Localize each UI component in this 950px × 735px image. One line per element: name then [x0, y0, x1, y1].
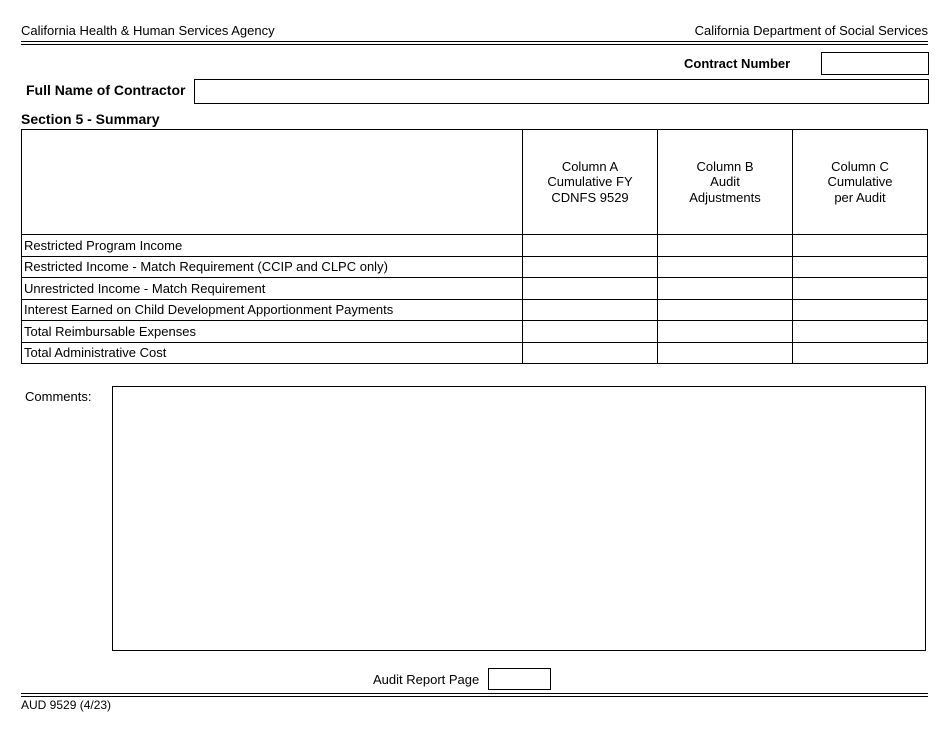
contract-number-label: Contract Number	[684, 56, 791, 71]
column-a-cell[interactable]	[523, 321, 658, 343]
row-label: Total Reimbursable Expenses	[22, 321, 523, 343]
column-c-cell[interactable]	[793, 256, 928, 278]
audit-report-page-field[interactable]	[488, 668, 551, 690]
agency-name: California Health & Human Services Agency	[21, 23, 275, 38]
column-c-header	[793, 130, 928, 235]
column-a-cell[interactable]	[523, 299, 658, 321]
table-row	[22, 278, 928, 300]
column-c-cell[interactable]	[793, 321, 928, 343]
column-a-cell[interactable]	[523, 342, 658, 364]
row-label: Unrestricted Income - Match Requirement	[22, 278, 523, 300]
column-c-cell[interactable]	[793, 235, 928, 257]
footer-divider-top	[21, 693, 928, 694]
column-b-subtitle: Audit	[710, 174, 740, 190]
header-divider-bottom	[21, 44, 928, 45]
column-c-source: per Audit	[834, 189, 886, 205]
column-a-source: CDNFS 9529	[551, 189, 629, 205]
contract-number-field[interactable]	[821, 52, 929, 75]
header-divider-top	[21, 41, 928, 42]
column-b-cell[interactable]	[658, 235, 793, 257]
row-label: Total Administrative Cost	[22, 342, 523, 364]
contractor-name-label: Full Name of Contractor	[26, 82, 186, 98]
department-name: California Department of Social Services	[694, 23, 928, 38]
column-b-cell[interactable]	[658, 299, 793, 321]
table-row	[22, 256, 928, 278]
column-b-source: Adjustments	[689, 189, 761, 205]
comments-field[interactable]	[112, 386, 926, 651]
column-a-cell[interactable]	[523, 278, 658, 300]
column-c-cell[interactable]	[793, 278, 928, 300]
column-a-header	[523, 130, 658, 235]
column-b-cell[interactable]	[658, 278, 793, 300]
table-header-row	[22, 130, 928, 235]
audit-report-page-label: Audit Report Page	[373, 672, 480, 687]
form-id: AUD 9529 (4/23)	[21, 698, 112, 712]
column-c-title: Column C	[831, 158, 889, 174]
summary-table	[21, 129, 928, 364]
column-a-title: Column A	[561, 158, 619, 174]
comments-label: Comments:	[25, 389, 92, 404]
column-b-cell[interactable]	[658, 342, 793, 364]
table-row	[22, 235, 928, 257]
column-c-cell[interactable]	[793, 299, 928, 321]
footer-divider-bottom	[21, 696, 928, 697]
table-row	[22, 342, 928, 364]
contractor-name-field[interactable]	[194, 79, 929, 104]
row-label: Restricted Income - Match Requirement (CCIP and CLPC only)	[22, 256, 523, 278]
table-row	[22, 321, 928, 343]
row-label-header	[22, 130, 523, 235]
row-label: Restricted Program Income	[22, 235, 523, 257]
column-c-cell[interactable]	[793, 342, 928, 364]
column-b-cell[interactable]	[658, 321, 793, 343]
table-row	[22, 299, 928, 321]
row-label: Interest Earned on Child Development Apportionment Payments	[22, 299, 523, 321]
column-a-cell[interactable]	[523, 235, 658, 257]
column-b-title: Column B	[696, 158, 754, 174]
section-title: Section 5 - Summary	[21, 111, 160, 127]
column-a-cell[interactable]	[523, 256, 658, 278]
column-b-cell[interactable]	[658, 256, 793, 278]
column-a-subtitle: Cumulative FY	[547, 174, 633, 190]
column-c-subtitle: Cumulative	[827, 174, 893, 190]
column-b-header	[658, 130, 793, 235]
